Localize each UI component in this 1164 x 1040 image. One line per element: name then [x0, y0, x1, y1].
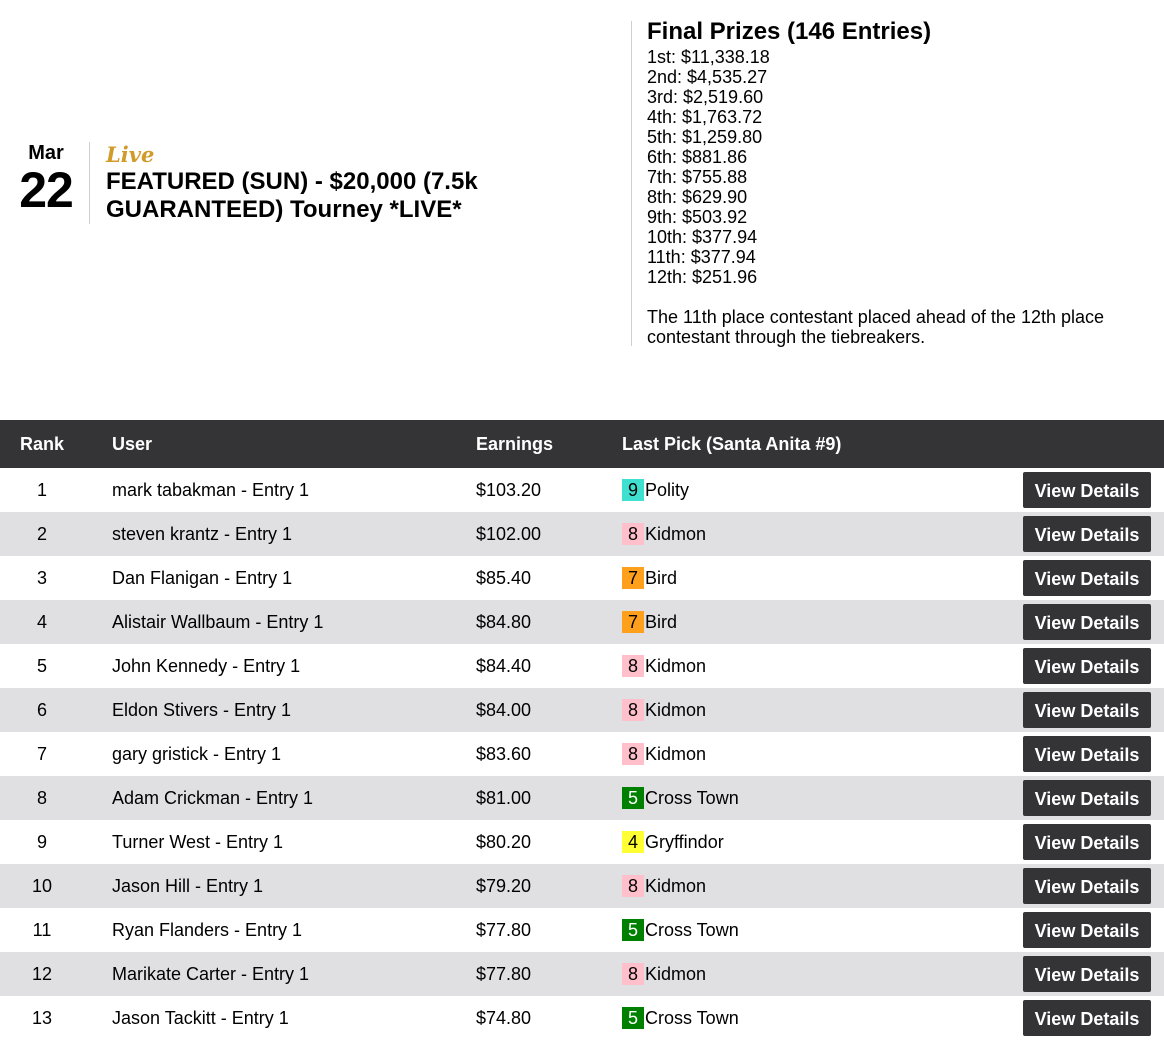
last-pick-cell: [622, 600, 1001, 644]
table-row: [0, 556, 1164, 600]
horse-name: Gryffindor: [645, 831, 724, 852]
header-last-pick[interactable]: Last Pick (Santa Anita #9): [622, 420, 1001, 468]
action-cell: [1001, 688, 1164, 732]
last-pick-cell: [622, 820, 1001, 864]
user-cell: Jason Tackitt - Entry 1: [112, 1007, 289, 1028]
view-details-button[interactable]: View Details: [1023, 516, 1151, 552]
user-cell: Marikate Carter - Entry 1: [112, 963, 310, 984]
table-row: [0, 512, 1164, 556]
last-pick-cell: [622, 512, 1001, 556]
prize-list: [647, 47, 1147, 287]
user-cell: Ryan Flanders - Entry 1: [112, 919, 303, 940]
table-row: [0, 952, 1164, 996]
table-row: [0, 776, 1164, 820]
rank-cell: 9: [36, 831, 47, 852]
horse-number-badge: 8: [622, 655, 644, 677]
last-pick-cell: [622, 864, 1001, 908]
earnings-cell: $84.80: [476, 611, 532, 632]
horse-number-badge: 5: [622, 919, 644, 941]
prize-line: 6th: $881.86: [647, 147, 748, 167]
earnings-cell: $84.40: [476, 655, 532, 676]
user-cell: steven krantz - Entry 1: [112, 523, 293, 544]
horse-number-badge: 9: [622, 479, 644, 501]
last-pick-cell: [622, 468, 1001, 512]
horse-name: Bird: [645, 611, 678, 632]
table-row: [0, 820, 1164, 864]
earnings-cell: $103.20: [476, 479, 542, 500]
earnings-cell: $81.00: [476, 787, 532, 808]
prize-line: 2nd: $4,535.27: [647, 67, 768, 87]
action-cell: [1001, 952, 1164, 996]
tiebreaker-note: The 11th place contestant placed ahead of the 12th place contestant through the tiebreakers.: [647, 307, 1105, 347]
last-pick-cell: [622, 556, 1001, 600]
action-cell: [1001, 820, 1164, 864]
horse-number-badge: 8: [622, 963, 644, 985]
prize-line: 5th: $1,259.80: [647, 127, 763, 147]
horse-name: Kidmon: [645, 523, 707, 544]
prize-line: 1st: $11,338.18: [647, 47, 770, 67]
user-cell: Jason Hill - Entry 1: [112, 875, 264, 896]
user-cell: Dan Flanigan - Entry 1: [112, 567, 293, 588]
horse-number-badge: 8: [622, 699, 644, 721]
last-pick-cell: [622, 688, 1001, 732]
horse-name: Cross Town: [645, 919, 739, 940]
horse-number-badge: 4: [622, 831, 644, 853]
table-row: [0, 688, 1164, 732]
horse-name: Bird: [645, 567, 678, 588]
rank-cell: 5: [36, 655, 47, 676]
horse-name: Kidmon: [645, 655, 707, 676]
view-details-button[interactable]: View Details: [1023, 780, 1151, 816]
final-prizes-title: Final Prizes (146 Entries): [647, 18, 932, 45]
table-row: [0, 732, 1164, 776]
user-cell: Adam Crickman - Entry 1: [112, 787, 314, 808]
prize-line: 7th: $755.88: [647, 167, 748, 187]
horse-number-badge: 8: [622, 523, 644, 545]
event-day: 22: [19, 162, 73, 218]
prize-line: 12th: $251.96: [647, 267, 758, 287]
last-pick-cell: [622, 996, 1001, 1040]
user-cell: Alistair Wallbaum - Entry 1: [112, 611, 324, 632]
last-pick-cell: [622, 908, 1001, 952]
rank-cell: 2: [36, 523, 47, 544]
view-details-button[interactable]: View Details: [1023, 1000, 1151, 1036]
horse-name: Cross Town: [645, 787, 739, 808]
rank-cell: 8: [36, 787, 47, 808]
user-cell: mark tabakman - Entry 1: [112, 479, 310, 500]
rank-cell: 12: [31, 963, 53, 984]
header-user[interactable]: User: [84, 420, 476, 468]
rank-cell: 4: [36, 611, 47, 632]
view-details-button[interactable]: View Details: [1023, 736, 1151, 772]
prize-line: 8th: $629.90: [647, 187, 748, 207]
last-pick-cell: [622, 732, 1001, 776]
table-row: [0, 644, 1164, 688]
action-cell: [1001, 600, 1164, 644]
view-details-button[interactable]: View Details: [1023, 692, 1151, 728]
final-prizes-panel: [631, 18, 1147, 347]
earnings-cell: $79.20: [476, 875, 532, 896]
user-cell: Turner West - Entry 1: [112, 831, 284, 852]
rank-cell: 11: [32, 919, 52, 940]
event-date: [14, 142, 78, 216]
horse-name: Polity: [645, 479, 690, 500]
rank-cell: 10: [31, 875, 53, 896]
view-details-button[interactable]: View Details: [1023, 648, 1151, 684]
action-cell: [1001, 512, 1164, 556]
event-month: Mar: [28, 142, 64, 164]
horse-name: Kidmon: [645, 699, 707, 720]
last-pick-cell: [622, 644, 1001, 688]
horse-number-badge: 5: [622, 1007, 644, 1029]
action-cell: [1001, 908, 1164, 952]
event-title-block: [89, 142, 536, 224]
prize-line: 4th: $1,763.72: [647, 107, 763, 127]
earnings-cell: $77.80: [476, 919, 532, 940]
horse-name: Kidmon: [645, 875, 707, 896]
user-cell: gary gristick - Entry 1: [112, 743, 282, 764]
table-row: [0, 468, 1164, 512]
horse-name: Cross Town: [645, 1007, 739, 1028]
earnings-cell: $84.00: [476, 699, 532, 720]
horse-number-badge: 8: [622, 743, 644, 765]
prize-line: 11th: $377.94: [647, 247, 756, 267]
horse-number-badge: 7: [622, 611, 644, 633]
earnings-cell: $77.80: [476, 963, 532, 984]
view-details-button[interactable]: View Details: [1023, 824, 1151, 860]
horse-number-badge: 5: [622, 787, 644, 809]
last-pick-cell: [622, 952, 1001, 996]
horse-name: Kidmon: [645, 743, 707, 764]
action-cell: [1001, 556, 1164, 600]
action-cell: [1001, 864, 1164, 908]
prize-line: 9th: $503.92: [647, 207, 748, 227]
earnings-cell: $85.40: [476, 567, 532, 588]
prize-line: 3rd: $2,519.60: [647, 87, 764, 107]
table-row: [0, 600, 1164, 644]
view-details-button[interactable]: View Details: [1023, 604, 1151, 640]
table-row: [0, 996, 1164, 1040]
table-row: [0, 864, 1164, 908]
view-details-button[interactable]: View Details: [1023, 912, 1151, 948]
horse-number-badge: 8: [622, 875, 644, 897]
earnings-cell: $80.20: [476, 831, 532, 852]
user-cell: John Kennedy - Entry 1: [112, 655, 301, 676]
action-cell: [1001, 996, 1164, 1040]
earnings-cell: $102.00: [476, 523, 542, 544]
rank-cell: 6: [36, 699, 47, 720]
view-details-button[interactable]: View Details: [1023, 472, 1151, 508]
prize-line: 10th: $377.94: [647, 227, 758, 247]
action-cell: [1001, 776, 1164, 820]
header-actions: [1001, 420, 1164, 468]
view-details-button[interactable]: View Details: [1023, 956, 1151, 992]
table-header-row: [0, 420, 1164, 468]
header-rank[interactable]: Rank: [0, 420, 84, 468]
horse-number-badge: 7: [622, 567, 644, 589]
view-details-button[interactable]: View Details: [1023, 560, 1151, 596]
earnings-cell: $74.80: [476, 1007, 532, 1028]
view-details-button[interactable]: View Details: [1023, 868, 1151, 904]
action-cell: [1001, 468, 1164, 512]
header-earnings[interactable]: Earnings: [476, 420, 622, 468]
rank-cell: 1: [36, 479, 47, 500]
table-row: [0, 908, 1164, 952]
leaderboard-table: [0, 420, 1164, 1040]
horse-name: Kidmon: [645, 963, 707, 984]
event-header: [0, 0, 1164, 420]
last-pick-cell: [622, 776, 1001, 820]
earnings-cell: $83.60: [476, 743, 532, 764]
rank-cell: 7: [36, 743, 47, 764]
action-cell: [1001, 732, 1164, 776]
rank-cell: 3: [36, 567, 47, 588]
leaderboard-body: [0, 468, 1164, 1040]
rank-cell: 13: [31, 1007, 53, 1028]
action-cell: [1001, 644, 1164, 688]
contest-title: FEATURED (SUN) - $20,000 (7.5k GUARANTEED) Tourney *LIVE*: [106, 168, 478, 223]
live-badge: Live: [106, 142, 155, 167]
user-cell: Eldon Stivers - Entry 1: [112, 699, 292, 720]
